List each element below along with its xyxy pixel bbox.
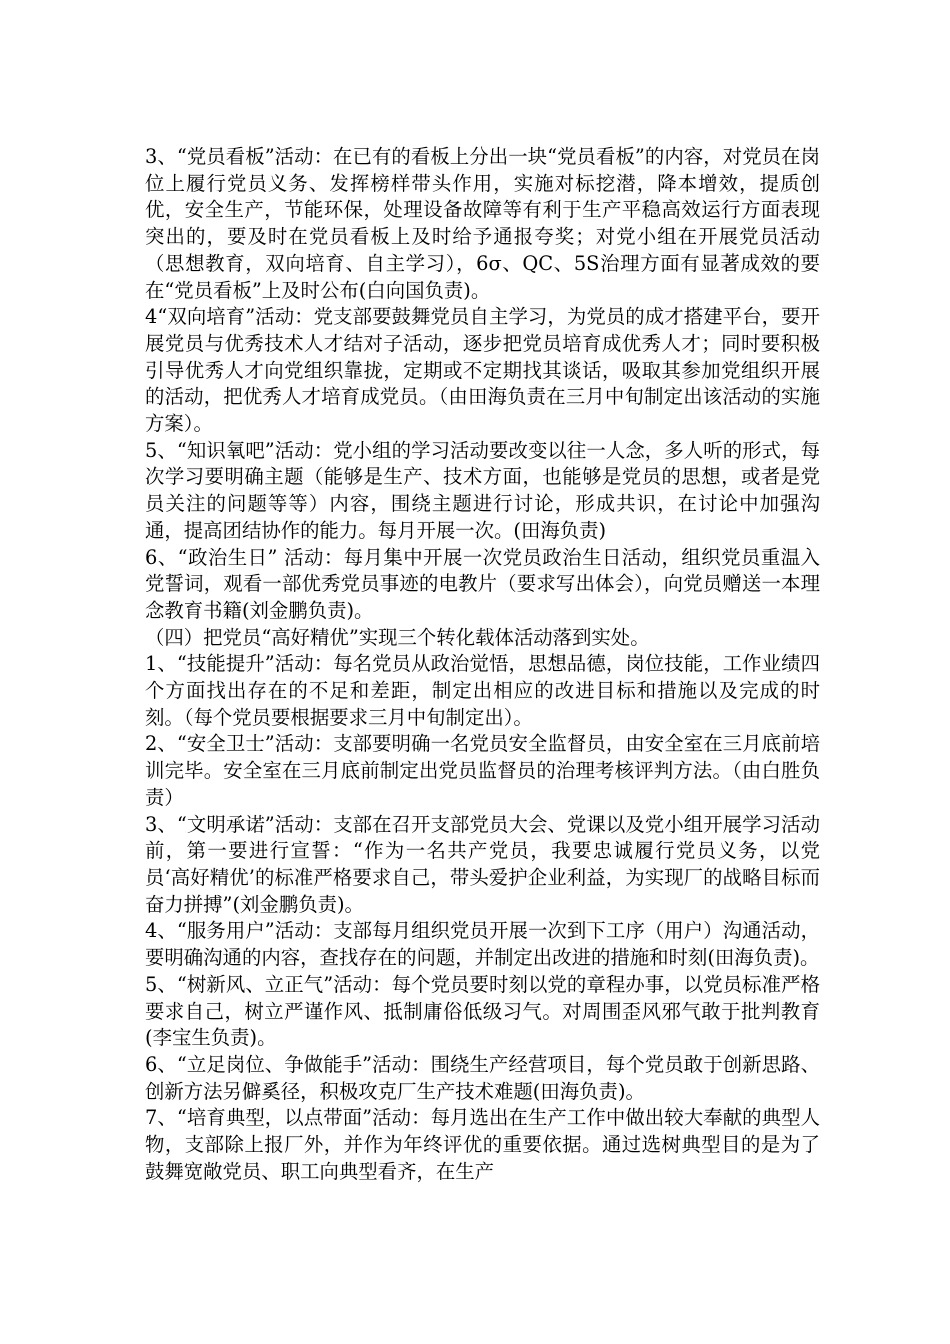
paragraph-safety-guard: 2、“安全卫士”活动：支部要明确一名党员安全监督员，由安全室在三月底前培训完毕。安全室在三月底前制定出党员监督员的治理考核评判方法。（由白胜负责） <box>145 732 820 809</box>
paragraph-post-expert: 6、“立足岗位、争做能手”活动：围绕生产经营项目，每个党员敢于创新思路、创新方法另僻奚径，积极攻克厂生产技术难题(田海负责)。 <box>145 1052 820 1103</box>
paragraph-party-board: 3、“党员看板”活动：在已有的看板上分出一块“党员看板”的内容，对党员在岗位上履行党员义务、发挥榜样带头作用，实施对标挖潜，降本增效，提质创优，安全生产，节能环保，处理设备故障等有利于生产平稳高效运行方面表现突出的，要及时在党员看板上及时给予通报夸奖；对党小组在开展党员活动（思想教育，双向培育、自主学习），6σ、QC、5S治理方面有显著成效的要在“党员看板”上及时公布(白向国负责)。 <box>145 145 820 302</box>
paragraph-skill-improvement: 1、“技能提升”活动：每名党员从政治觉悟，思想品德，岗位技能，工作业绩四个方面找出存在的不足和差距，制定出相应的改进目标和措施以及完成的时刻。（每个党员要根据要求三月中旬制定出）。 <box>145 652 820 729</box>
paragraph-two-way-training: 4“双向培育”活动：党支部要鼓舞党员自主学习，为党员的成才搭建平台，要开展党员与优秀技术人才结对子活动，逐步把党员培育成优秀人才；同时要积极引导优秀人才向党组织靠拢，定期或不定期找其谈话，吸取其参加党组织开展的活动，把优秀人才培育成党员。（由田海负责在三月中旬制定出该活动的实施方案）。 <box>145 305 820 436</box>
paragraph-knowledge-bar: 5、“知识氧吧”活动：党小组的学习活动要改变以往一人念，多人听的形式，每次学习要明确主题（能够是生产、技术方面，也能够是党员的思想，或者是党员关注的问题等等）内容，围绕主题进行讨论，形成共识，在讨论中加强沟通，提高团结协作的能力。每月开展一次。(田海负责) <box>145 438 820 542</box>
document-page <box>145 144 820 1185</box>
paragraph-serve-users: 4、“服务用户”活动：支部每月组织党员开展一次到下工序（用户）沟通活动，要明确沟通的内容，查找存在的问题，并制定出改进的措施和时刻(田海负责)。 <box>145 919 820 970</box>
paragraph-political-birthday: 6、“政治生日” 活动：每月集中开展一次党员政治生日活动，组织党员重温入党誓词，观看一部优秀党员事迹的电教片（要求写出体会），向党员赠送一本理念教育书籍(刘金鹏负责)。 <box>145 545 820 622</box>
paragraph-model-cultivation: 7、“培育典型，以点带面”活动：每月选出在生产工作中做出较大奉献的典型人物，支部除上报厂外，并作为年终评优的重要依据。通过选树典型目的是为了鼓舞宽敞党员、职工向典型看齐，在生产 <box>145 1106 820 1183</box>
paragraph-civility-pledge: 3、“文明承诺”活动：支部在召开支部党员大会、党课以及党小组开展学习活动前，第一要进行宣誓：“作为一名共产党员，我要忠诚履行党员义务，以党员‘高好精优’的标准严格要求自己，带头爱护企业利益，为实现厂的战略目标而奋力拼搏”(刘金鹏负责)。 <box>145 812 820 916</box>
paragraph-new-ethos: 5、“树新风、立正气”活动：每个党员要时刻以党的章程办事，以党员标准严格要求自己，树立严谨作风、抵制庸俗低级习气。对周围歪风邪气敢于批判教育(李宝生负责)。 <box>145 972 820 1050</box>
section-heading-four: （四）把党员“高好精优”实现三个转化载体活动落到实处。 <box>145 625 650 649</box>
